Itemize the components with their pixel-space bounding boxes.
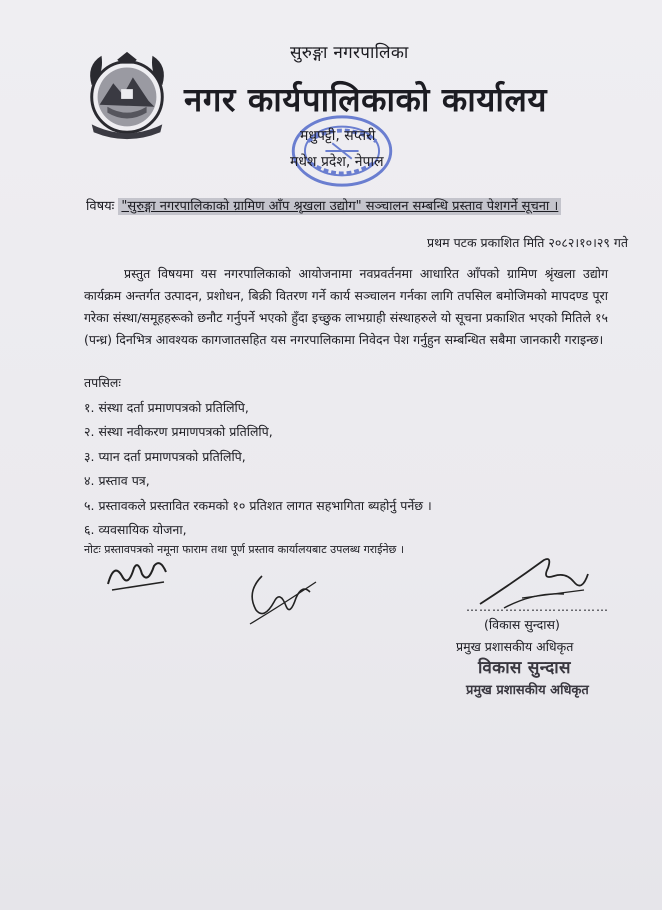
address-line-1: मधुपट्टी, सप्तरी [300,128,376,144]
list-item: ५. प्रस्तावकले प्रस्तावित रकमको १० प्रतिशत लागत सहभागिता ब्यहोर्नु पर्नेछ । [84,497,432,513]
signature-line: …………………………… [466,600,609,614]
notice-body: प्रस्तुत विषयमा यस नगरपालिकाको आयोजनामा नवप्रवर्तनमा आधारित आँपको ग्रामिण श्रृंखला उद्योग कार्यक्रम अन्तर्गत उत्पादन, प्रशोधन, बिक्री वितरण गर्ने कार्य सञ्चालन गर्नका लागि तपसिल बमोजिमको मापदण्ड पूरा गरेका संस्था/समूहहरूको छनौट गर्नुपर्ने भएको हुँदा इच्छुक लाभग्राही संस्थाहरुले यो सूचना प्रकाशित भएको मितिले १५ (पन्ध्र) दिनभित्र आवश्यक कागजातसहित यस नगरपालिकामा निवेदन पेश गर्नुहुन सम्बन्धित सबैमा जानकारी गराइन्छ। [84,266,608,347]
signatory-name: (विकास सुन्दास) [484,617,560,632]
publication-date: प्रथम पटक प्रकाशित मिति २०८२।१०।२९ गते [427,235,628,250]
list-item: ४. प्रस्ताव पत्र, [84,473,150,489]
requirements-list [84,396,432,542]
nepal-emblem-icon [78,46,176,144]
note: नोटः प्रस्तावपत्रको नमूना फाराम तथा पूर्ण प्रस्ताव कार्यालयबाट उपलब्ध गराईनेछ । [84,543,405,556]
subject-text: "सुरुङ्गा नगरपालिकाको ग्रामिण आँप श्रृखला उद्योग" सञ्चालन सम्बन्धि प्रस्ताव पेशगर्ने सूचना । [118,198,561,215]
signature-2-icon [240,562,320,628]
address-line-2: मधेश प्रदेश, नेपाल [290,154,384,170]
list-item: ३. प्यान दर्ता प्रमाणपत्रको प्रतिलिपि, [84,448,246,464]
municipality-name: सुरुङ्गा नगरपालिका [290,43,409,63]
signatory-designation: प्रमुख प्रशासकीय अधिकृत [456,639,574,654]
list-item: ६. व्यवसायिक योजना, [84,521,187,537]
list-heading: तपसिलः [84,375,121,390]
list-item: १. संस्था दर्ता प्रमाणपत्रको प्रतिलिपि, [84,400,249,415]
signature-1-icon [104,554,174,594]
subject-label: विषयः [86,199,115,214]
stamp-designation: प्रमुख प्रशासकीय अधिकृत [466,683,589,698]
office-stamp-icon [288,112,396,190]
list-item: २. संस्था नवीकरण प्रमाणपत्रको प्रतिलिपि, [84,424,273,440]
office-title: नगर कार्यपालिकाको कार्यालय [184,80,547,119]
subject-line [86,196,561,214]
stamp-name: विकास सुन्दास [478,658,571,678]
